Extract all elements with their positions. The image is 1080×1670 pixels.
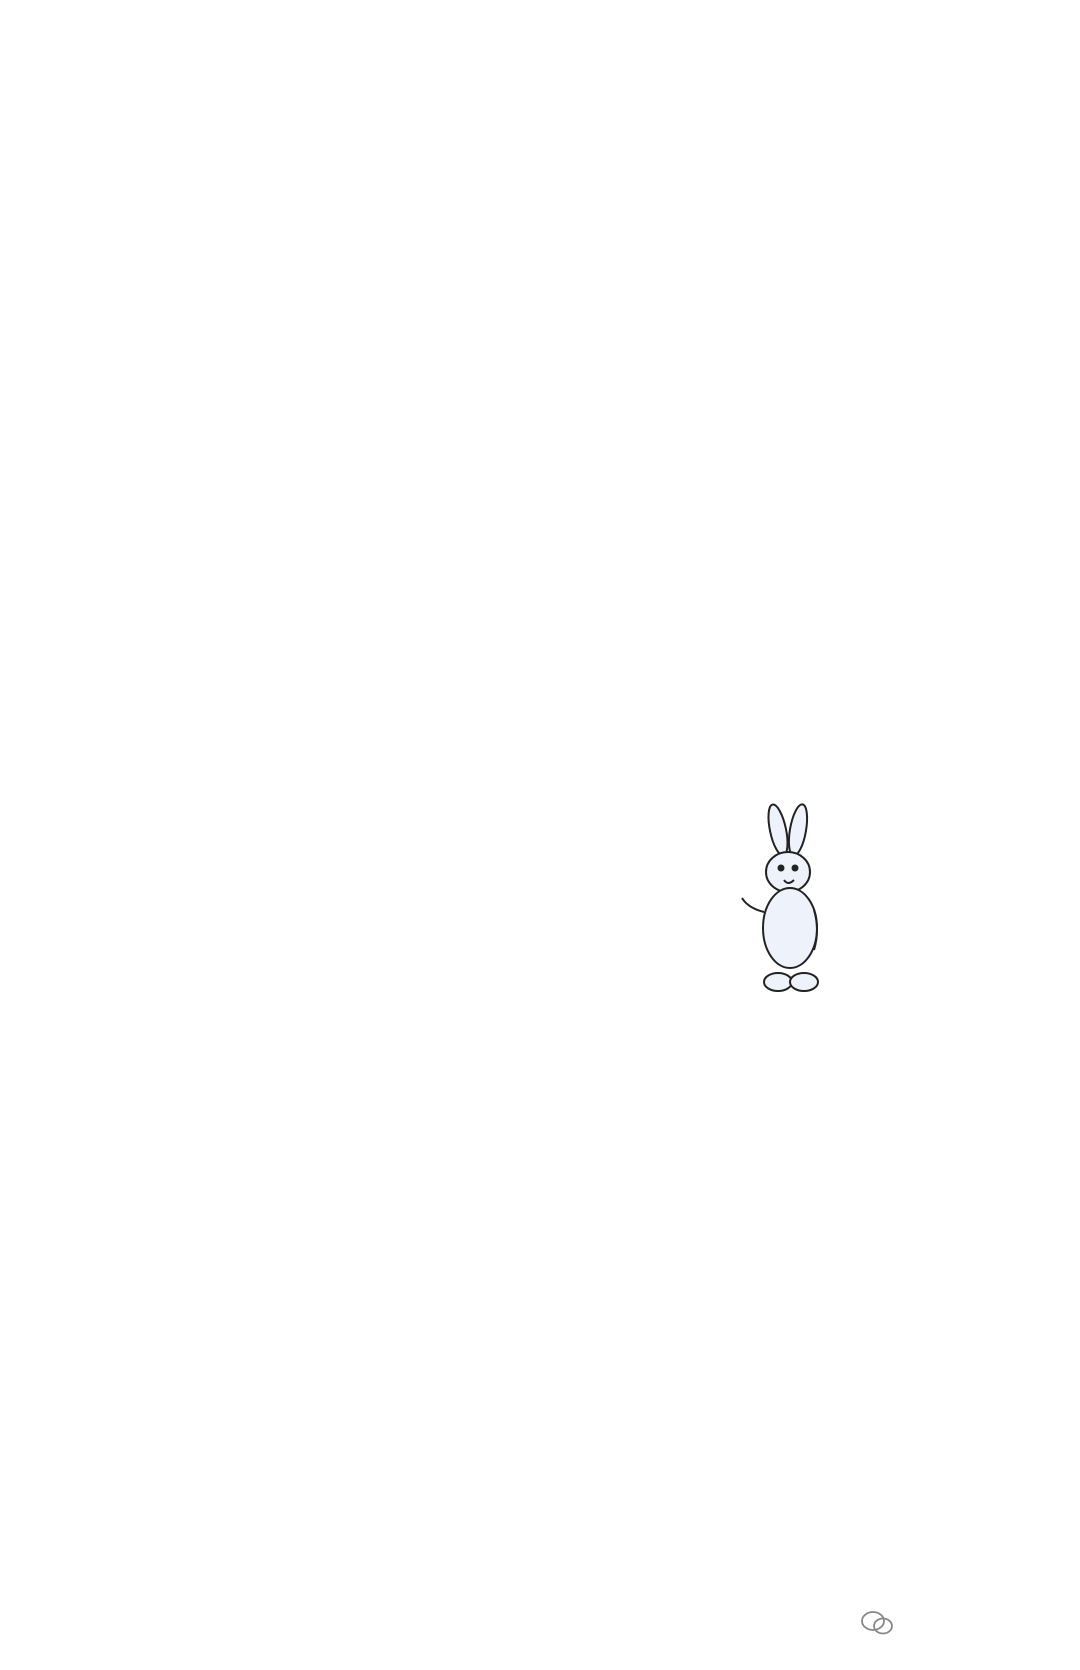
wechat-icon (860, 1610, 894, 1636)
q5-option-2[interactable] (390, 372, 416, 407)
q7-option-1[interactable] (28, 746, 54, 781)
q3-option-1[interactable] (28, 76, 54, 111)
q8-option-1[interactable] (52, 1090, 78, 1125)
q4-option-3[interactable] (755, 224, 781, 259)
q4-option-2[interactable] (390, 224, 416, 259)
q7-option-3[interactable] (292, 746, 318, 781)
q8-option-3[interactable] (52, 1234, 78, 1269)
watermark (860, 1610, 900, 1636)
q7-option-2[interactable] (160, 746, 186, 781)
q3-option-3[interactable] (750, 76, 776, 111)
rabbit-block-figure (740, 800, 990, 1000)
q4-option-1[interactable] (28, 224, 54, 259)
q8-option-2[interactable] (52, 1162, 78, 1197)
rabbit-icon (742, 803, 818, 991)
q5-option-1[interactable] (28, 372, 54, 407)
q3-option-2[interactable] (390, 76, 416, 111)
q5-option-3[interactable] (755, 372, 781, 407)
